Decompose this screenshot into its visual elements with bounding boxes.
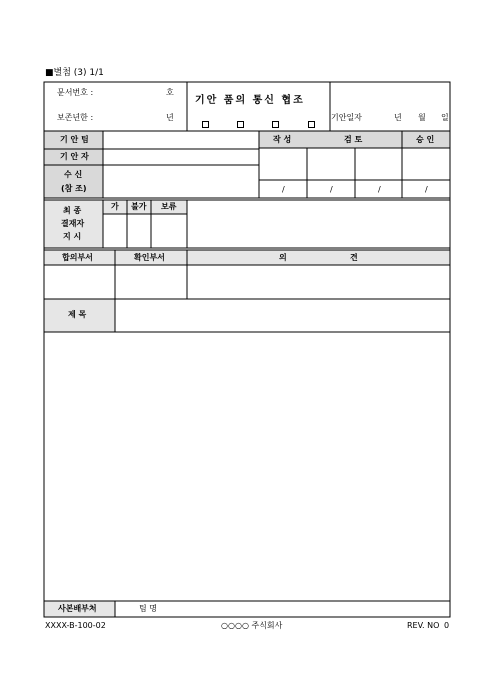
draft-date-month: 월 [418,113,426,122]
date-slash-write: / [282,185,285,194]
approval-approve-header: 승 인 [416,135,435,144]
document-type-title: 기안 품의 통신 협조 [195,95,305,106]
subject-label: 제 목 [68,310,87,319]
approval-write-header: 작 성 [273,135,292,144]
decision-option-hold: 보류 [161,202,177,211]
retention-suffix: 년 [166,113,174,122]
rev-number: 0 [444,621,450,630]
date-slash-review-1: / [330,185,333,194]
copy-dist-label: 사본배부처 [58,604,97,613]
agree-dept-header: 합의부서 [62,253,93,262]
team-name-label: 팀 명 [139,604,157,613]
approval-review-header: 검 토 [344,135,363,144]
checkbox-draft[interactable] [202,121,209,128]
team-label: 기 안 팀 [60,135,89,144]
form-code: XXXX-B-100-02 [45,621,106,630]
reference-label: (참 조) [61,184,87,193]
doc-number-suffix: 호 [166,88,174,97]
recipient-label: 수 신 [64,170,83,179]
draft-date-day: 일 [441,113,449,122]
opinion-header-1: 의 [279,253,287,262]
decision-option-reject: 불가 [131,202,147,211]
checkbox-notice[interactable] [272,121,279,128]
drafter-label: 기 안 자 [60,152,89,161]
opinion-header-2: 견 [350,253,358,262]
final-decision-label-line1: 최 종 [63,206,82,215]
decision-option-approve: 가 [111,202,119,211]
doc-number-label: 문서번호 : [57,88,94,97]
final-decision-label-line3: 지 시 [63,232,82,241]
company-name: ○○○○ 주식회사 [221,621,283,630]
draft-date-year: 년 [394,113,402,122]
draft-date-label: 기안일자 [331,113,362,122]
confirm-dept-header: 확인부서 [134,253,165,262]
checkbox-cooperation[interactable] [308,121,315,128]
date-slash-approve: / [425,185,428,194]
checkbox-approval[interactable] [237,121,244,128]
rev-label: REV. NO [407,621,440,630]
date-slash-review-2: / [378,185,381,194]
annex-label: ■별첨 (3) 1/1 [45,68,104,78]
retention-label: 보존년한 : [57,113,94,122]
final-decision-label-line2: 결재자 [61,219,85,228]
